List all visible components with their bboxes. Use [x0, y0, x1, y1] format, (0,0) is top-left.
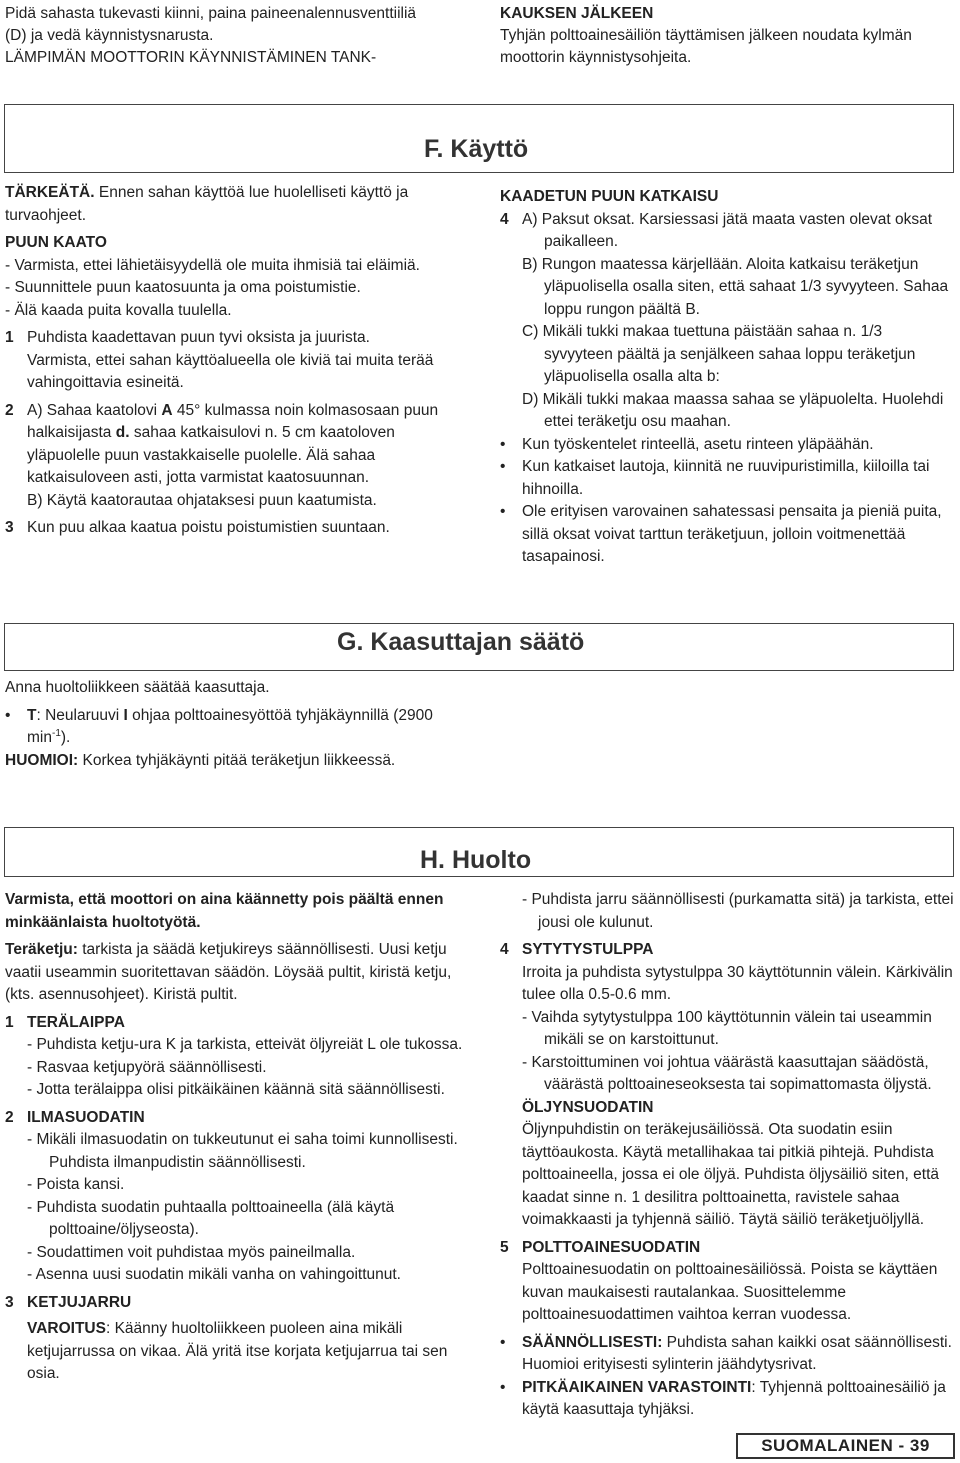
carb-bullet: • T: Neularuuvi I ohjaa polttoainesyöttöä tyhjäkäynnillä (2900 $\min^{-1}$). [5, 706, 433, 746]
bucking-b: B) Rungon maatessa kärjellään. Aloita katkaisu teräketjun yläpuolisella osalla siten, että sahaat 1/3 syvyyteen. Sahaa loppu rungon päältä B. [522, 255, 949, 318]
bullet-icon: • [500, 1378, 506, 1396]
bullet-icon: • [500, 458, 506, 475]
bucking-heading: KAADETUN PUUN KATKAISU [500, 188, 719, 205]
bucking-d: D) Mikäli tukki makaa maassa sahaa se yläpuolelta. Huolehdi ettei teräketju osu maahan. [522, 390, 944, 430]
step-2a-bold-2: d. [115, 424, 130, 441]
section-h-right [500, 889, 955, 1422]
step-3-number: 3 [5, 519, 14, 536]
spark-plug-item: - Vaihda sytytystulppa 100 käyttötunnin välein tai useammin mikäli se on karstoittunut. [522, 1008, 932, 1048]
note-label: HUOMIOI: [5, 751, 79, 769]
air-filter-item: - Mikäli ilmasuodatin on tukkeutunut ei saha toimi kunnollisesti. Puhdista ilmanpudistin säännöllisesti. [27, 1131, 458, 1171]
step-1-text: Puhdista kaadettavan puun tyvi oksista ja juurista. [27, 329, 370, 346]
important-text: Ennen sahan käyttöä lue huolelliseti käyttö ja turvaohjeet. [5, 184, 409, 224]
section-h-title: H. Huolto [420, 846, 532, 874]
bucking-bullet: • Ole erityisen varovainen sahatessasi pensaita ja pieniä puita, sillä oksat voivat tarttun teräketjuun, jolloin voitmenettää tasapainosi. [500, 503, 942, 565]
step-2a-pre: A) Sahaa kaatolovi [27, 401, 162, 419]
felling-step-2b: B) Käytä kaatorautaa ohjataksesi puun kaatumista. [27, 491, 377, 509]
step-2-number: 2 [5, 401, 14, 419]
air-filter-item: - Poista kansi. [27, 1176, 125, 1193]
air-filter-heading: 2 ILMASUODATIN [5, 1108, 145, 1126]
section-f-right [500, 186, 955, 569]
top-left-line-3: LÄMPIMÄN MOOTTORIN KÄYNNISTÄMINEN TANK- [5, 49, 377, 66]
section-f-title: F. Käyttö [424, 135, 529, 163]
felling-item: - Suunnittele puun kaatosuunta ja oma poistumistie. [5, 279, 361, 296]
felling-step-1 [5, 327, 463, 350]
note-text: Korkea tyhjäkäynti pitää teräketjun liikkeessä. [78, 751, 396, 769]
bucking-c: C) Mikäli tukki makaa tuettuna päistään sahaa n. 1/3 syvyyteen päältä ja senjälkeen sahaa loppu teräketjun yläpuolisella osalla alta b: [522, 323, 916, 385]
page-footer-label: SUOMALAINEN - 39 [736, 1433, 955, 1459]
spark-plug-heading: 4 SYTYTYSTULPPA [500, 941, 654, 958]
bullet-icon: • [500, 435, 506, 453]
fuel-filter-text: Polttoainesuodatin on polttoainesäiliössä. Poista se käyttäen kuvan maukaisesti rautalankaa. Suosittelemme polttoainesuodattimen vaihtoa kerran vuodessa. [522, 1261, 938, 1323]
felling-heading: PUUN KAATO [5, 234, 107, 251]
top-left-line-2: (D) ja vedä käynnistysnarusta. [5, 27, 214, 44]
step-1-text-2: Varmista, ettei sahan käyttöalueella ole kiviä tai muita terää vahingoittavia esineitä. [27, 351, 434, 391]
brake-item: - Puhdista jarru säännöllisesti (purkamatta sitä) ja tarkista, ettei jousi ole kulunut. [522, 891, 954, 931]
step-4-number: 4 [500, 210, 509, 228]
felling-step-2a [5, 400, 463, 490]
bullet-icon: • [5, 706, 11, 724]
important-label: TÄRKEÄTÄ. [5, 184, 95, 201]
regular-bullet: • SÄÄNNÖLLISESTI: Puhdista sahan kaikki osat säännöllisesti. Huomioi erityisesti sylinterin jäähdytysrivat. [500, 1333, 952, 1373]
air-filter-item: - Soudattimen voit puhdistaa myös paineilmalla. [27, 1243, 356, 1261]
bucking-a: A) Paksut oksat. Karsiessasi jätä maata vasten olevat oksat paikalleen. [522, 210, 933, 250]
bar-heading: 1 TERÄLAIPPA [5, 1013, 125, 1031]
bar-item: - Puhdista ketju-ura K ja tarkista, etteivät öljyreiät L ole tukossa. [27, 1036, 463, 1053]
spark-plug-item: - Karstoittuminen voi johtua väärästä kaasuttajan säädöstä, väärästä polttoaineseoksesta tai sopimattomasta öljystä. [522, 1053, 932, 1093]
top-right-body: Tyhjän polttoainesäiliön täyttämisen jälkeen noudata kylmän moottorin käynnistysohjeita. [500, 27, 912, 66]
felling-item: - Älä kaada puita kovalla tuulella. [5, 301, 232, 319]
step-2a-post: sahaa katkaisulovi n. 5 cm kaatoloven yläpuolelle puun vastakkaiselle puolelle. Älä sahaa katkaisuloveen asti, jotta varmistat kaatosuunnan. [27, 424, 395, 486]
oil-filter-text: Öljynpuhdistin on teräkejusäiliössä. Ota suodatin esiin täyttöaukosta. Käytä metallihakaa tai pitkiä pihtejä. Puhdista polttoaineella, jossa ei ole öljyä. Puhdista öljysäiliö siten, että kaadat sinne n. 1 desilitra polttoainetta, ravistele sahaa voimakkaasti ja tyhjennä säiliö. Täytä säiliö teräketjuöljyllä. [522, 1121, 940, 1228]
bucking-bullet: • Kun työskentelet rinteellä, asetu rinteen yläpäähän. [500, 434, 955, 457]
step-1-number: 1 [5, 329, 14, 346]
chain-brake-warning: VAROITUS: Käänny huoltoliikkeen puoleen aina mikäli ketjujarrussa on vikaa. Älä yritä itse korjata ketjujarrua tai sen osia. [27, 1320, 448, 1382]
top-right-text [500, 3, 955, 69]
step-3-text: Kun puu alkaa kaatua poistu poistumistien suuntaan. [27, 519, 390, 536]
bucking-bullet: • Kun katkaiset lautoja, kiinnitä ne ruuvipuristimilla, kiiloilla tai hihnoilla. [500, 458, 930, 498]
maintenance-warning: Varmista, että moottori on aina käännetty pois päältä ennen minkäänlaista huoltotyötä. [5, 891, 444, 931]
top-right-heading: KAUKSEN JÄLKEEN [500, 5, 654, 22]
bucking-step-4 [500, 209, 955, 434]
chain-brake-heading: 3 KETJUJARRU [5, 1293, 132, 1311]
top-left-text [5, 3, 465, 69]
bar-item: - Rasvaa ketjupyörä säännöllisesti. [27, 1058, 267, 1076]
bullet-icon: • [500, 503, 506, 520]
bullet-icon: • [500, 1333, 506, 1351]
step-2a-bold: A [161, 401, 173, 419]
important-note [5, 182, 463, 227]
section-h-left [5, 889, 463, 1386]
spark-plug-text: Irroita ja puhdista sytystulppa 30 käyttötunnin välein. Kärkivälin tulee olla 0.5-0.6 mm. [522, 963, 953, 1003]
fuel-filter-heading: 5 POLTTOAINESUODATIN [500, 1238, 701, 1256]
carb-intro: Anna huoltoliikkeen säätää kaasuttaja. [5, 679, 270, 696]
air-filter-item: - Puhdista suodatin puhtaalla polttoaineella (älä käytä polttoaine/öljyseosta). [27, 1198, 395, 1238]
step-2a-mid: 45° kulmassa noin kolmasosaan puun halkaisijasta [27, 401, 439, 441]
chain-note: Teräketju: tarkista ja säädä ketjukireys säännöllisesti. Uusi ketju vaatii useammin suoritettavan säädön. Löysää pultit, kiristä ketju, (kts. asennusohjeet). Kiristä pultit. [5, 941, 452, 1003]
top-left-line-1: Pidä sahasta tukevasti kiinni, paina paineenalennusventtiiliä [5, 5, 417, 22]
section-f-left [5, 182, 463, 540]
carb-note [5, 750, 463, 773]
section-g-body [5, 677, 463, 772]
felling-step-3 [5, 517, 463, 540]
felling-item: - Varmista, ettei lähietäisyydellä ole muita ihmisiä tai eläimiä. [5, 256, 420, 274]
oil-filter-heading: ÖLJYNSUODATIN [522, 1098, 654, 1116]
storage-bullet: • PITKÄAIKAINEN VARASTOINTI: Tyhjennä polttoainesäiliö ja käytä kaasuttaja tyhjäksi. [500, 1378, 946, 1418]
section-g-title: G. Kaasuttajan säätö [337, 628, 585, 656]
bar-item: - Jotta terälaippa olisi pitkäikäinen käännä sitä säännöllisesti. [27, 1081, 445, 1098]
air-filter-item: - Asenna uusi suodatin mikäli vanha on vahingoittunut. [27, 1266, 401, 1283]
